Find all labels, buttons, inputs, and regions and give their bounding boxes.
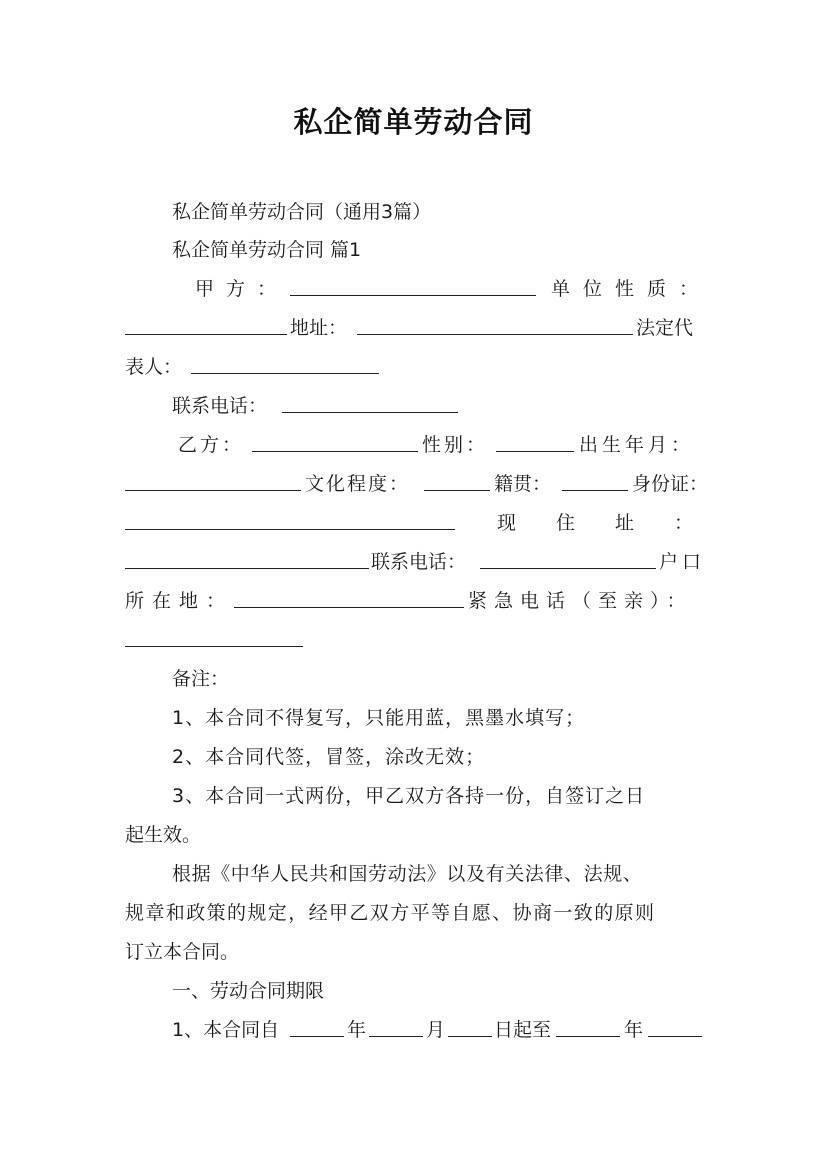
start-month-label: 月 bbox=[426, 1019, 446, 1041]
start-day-label: 日起至 bbox=[494, 1019, 552, 1041]
legal-rep-blank[interactable] bbox=[191, 355, 379, 374]
party-a-phone-blank[interactable] bbox=[282, 394, 458, 413]
legal-rep-label-part2: 表人： bbox=[125, 356, 183, 378]
unit-nature-label: 单位性质： bbox=[551, 278, 712, 300]
party-b-phone-label: 联系电话： bbox=[371, 551, 467, 573]
party-a-phone-label: 联系电话： bbox=[172, 395, 268, 417]
unit-nature-blank[interactable] bbox=[125, 316, 287, 335]
gender-blank[interactable] bbox=[496, 433, 574, 452]
section-heading: 私企简单劳动合同 篇1 bbox=[172, 239, 362, 261]
note-item-2: 2、本合同代签，冒签，涂改无效； bbox=[172, 746, 486, 768]
preamble-line-3: 订立本合同。 bbox=[125, 941, 240, 963]
education-blank[interactable] bbox=[424, 472, 490, 491]
current-address-blank[interactable] bbox=[125, 550, 369, 569]
party-b-blank[interactable] bbox=[252, 433, 418, 452]
birth-label: 出生年月： bbox=[579, 434, 695, 456]
preamble-line-1: 根据《中华人民共和国劳动法》以及有关法律、法规、 bbox=[172, 863, 643, 885]
party-b-label: 乙方： bbox=[178, 434, 245, 456]
address-blank[interactable] bbox=[357, 316, 633, 335]
chapter-1-heading: 一、劳动合同期限 bbox=[172, 980, 325, 1002]
clause-1-prefix: 1、本合同自 bbox=[172, 1019, 280, 1041]
preamble-line-2: 规章和政策的规定，经甲乙双方平等自愿、协商一致的原则 bbox=[125, 902, 656, 924]
party-b-phone-blank[interactable] bbox=[480, 550, 656, 569]
note-item-3-part2: 起生效。 bbox=[125, 824, 202, 846]
native-label: 籍贯： bbox=[494, 473, 552, 495]
end-year-blank[interactable] bbox=[556, 1018, 620, 1037]
id-blank[interactable] bbox=[125, 511, 455, 530]
document-title: 私企简单劳动合同 bbox=[293, 105, 534, 139]
current-address-label: 现住址： bbox=[497, 512, 734, 534]
education-label: 文化程度： bbox=[305, 473, 411, 495]
note-item-3-part1: 3、本合同一式两份，甲乙双方各持一份，自签订之日 bbox=[172, 785, 646, 807]
start-day-blank[interactable] bbox=[448, 1018, 492, 1037]
native-blank[interactable] bbox=[562, 472, 628, 491]
party-a-label: 甲方： bbox=[195, 278, 289, 300]
address-label: 地址： bbox=[290, 317, 348, 339]
start-year-label: 年 bbox=[347, 1019, 367, 1041]
document-subtitle: 私企简单劳动合同（通用3篇） bbox=[172, 201, 432, 223]
id-label: 身份证： bbox=[632, 473, 709, 495]
end-month-blank[interactable] bbox=[648, 1018, 702, 1037]
legal-rep-label-part1: 法定代 bbox=[636, 317, 694, 339]
start-year-blank[interactable] bbox=[290, 1018, 344, 1037]
household-blank[interactable] bbox=[234, 589, 464, 608]
household-label-part1: 户口 bbox=[659, 551, 706, 573]
notes-heading: 备注： bbox=[172, 668, 230, 690]
end-year-label: 年 bbox=[624, 1019, 644, 1041]
party-a-blank[interactable] bbox=[290, 277, 536, 296]
household-label-part2: 所在地： bbox=[125, 590, 234, 612]
emergency-label: 紧急电话（至亲）： bbox=[468, 590, 693, 612]
start-month-blank[interactable] bbox=[369, 1018, 423, 1037]
note-item-1: 1、本合同不得复写，只能用蓝，黑墨水填写； bbox=[172, 707, 586, 729]
gender-label: 性别： bbox=[422, 434, 489, 456]
birth-blank[interactable] bbox=[125, 472, 301, 491]
emergency-blank[interactable] bbox=[125, 628, 303, 647]
